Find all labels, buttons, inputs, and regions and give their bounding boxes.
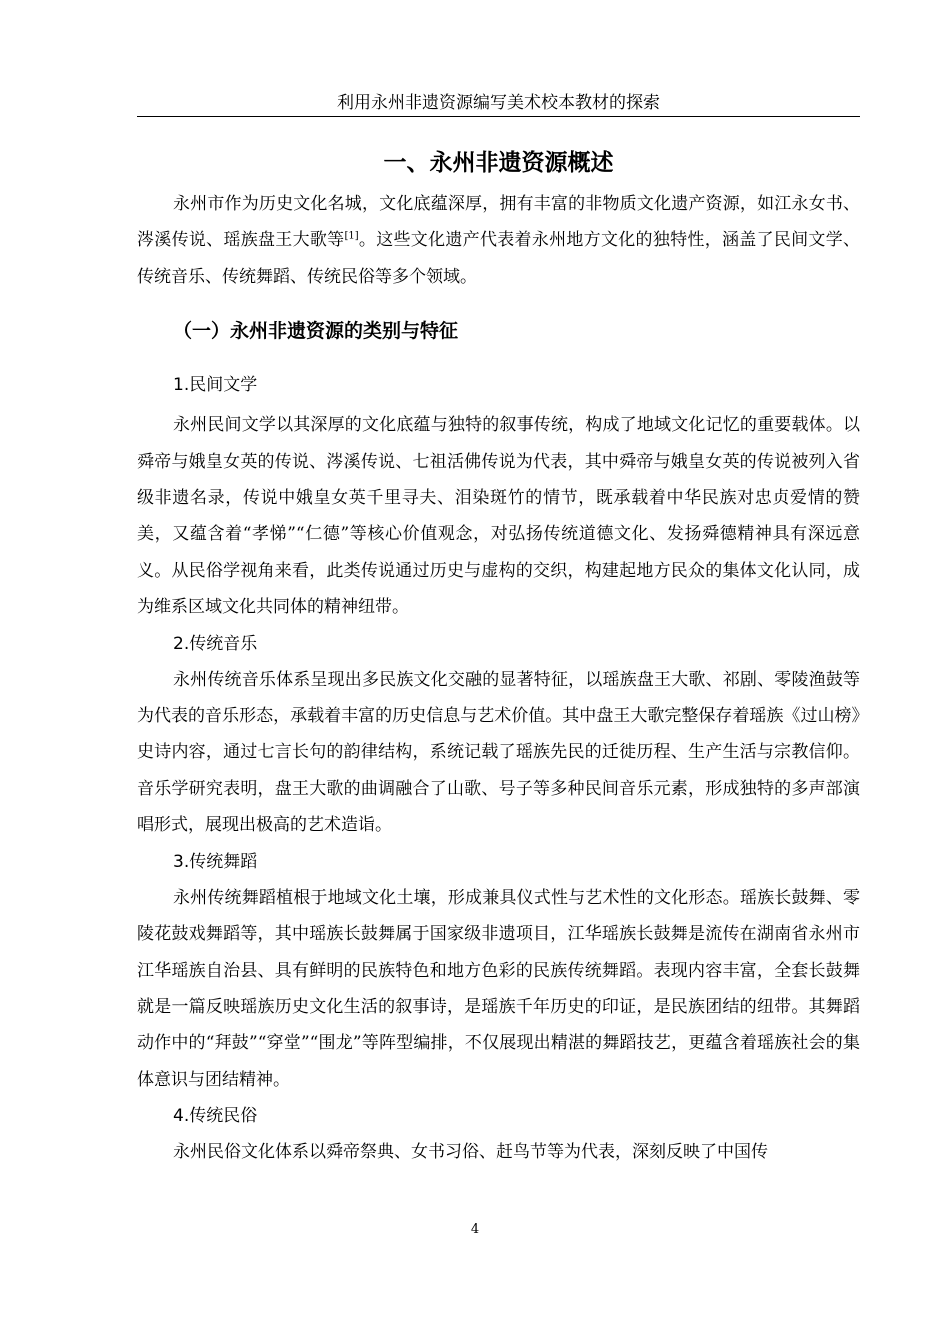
- category-paragraph-traditional-folklore: 永州民俗文化体系以舜帝祭典、女书习俗、赶鸟节等为代表，深刻反映了中国传: [173, 1142, 768, 1163]
- intro-text: 永州市作为历史文化名城，文化底蕴深厚，拥有丰富的非物质文化遗产资源，如江永女书、涔溪传说、瑶族盘王大歌等: [137, 194, 860, 251]
- category-heading-traditional-music: 2.传统音乐: [173, 633, 258, 654]
- category-paragraph-folk-literature: 永州民间文学以其深厚的文化底蕴与独特的叙事传统，构成了地域文化记忆的重要载体。以舜帝与娥皇女英的传说、涔溪传说、七祖活佛传说为代表，其中舜帝与娥皇女英的传说被列入省级非遗名录，传说中娥皇女英千里寻夫、泪染斑竹的情节，既承载着中华民族对忠贞爱情的赞美，又蕴含着“孝悌”“仁德”等核心价值观念，对弘扬传统道德文化、发扬舜德精神具有深远意义。从民俗学视角来看，此类传说通过历史与虚构的交织，构建起地方民众的集体文化认同，成为维系区域文化共同体的精神纽带。: [137, 415, 860, 618]
- header-rule: [137, 116, 860, 117]
- section-intro-paragraph: [137, 186, 860, 295]
- category-paragraph-traditional-music: 永州传统音乐体系呈现出多民族文化交融的显著特征，以瑶族盘王大歌、祁剧、零陵渔鼓等为代表的音乐形态，承载着丰富的历史信息与艺术价值。其中盘王大歌完整保存着瑶族《过山榜》史诗内容，通过七言长句的韵律结构，系统记载了瑶族先民的迁徙历程、生产生活与宗教信仰。音乐学研究表明，盘王大歌的曲调融合了山歌、号子等多种民间音乐元素，形成独特的多声部演唱形式，展现出极高的艺术造诣。: [137, 669, 860, 836]
- intro-text-cont: 。这些文化遗产代表着永州地方文化的独特性，涵盖了民间文学、传统音乐、传统舞蹈、传统民俗等多个领域。: [137, 230, 861, 287]
- subsection-title: （一）永州非遗资源的类别与特征: [173, 320, 459, 343]
- section-title: 一、永州非遗资源概述: [383, 150, 614, 176]
- category-heading-traditional-folklore: 4.传统民俗: [173, 1106, 258, 1127]
- running-header: 利用永州非遗资源编写美术校本教材的探索: [337, 93, 660, 113]
- citation-ref: [1]: [344, 230, 359, 242]
- category-paragraph-traditional-dance: 永州传统舞蹈植根于地域文化土壤，形成兼具仪式性与艺术性的文化形态。瑶族长鼓舞、零陵花鼓戏舞蹈等，其中瑶族长鼓舞属于国家级非遗项目，江华瑶族长鼓舞是流传在湖南省永州市江华瑶族自治县、具有鲜明的民族特色和地方色彩的民族传统舞蹈。表现内容丰富，全套长鼓舞就是一篇反映瑶族历史文化生活的叙事诗，是瑶族千年历史的印证，是民族团结的纽带。其舞蹈动作中的“拜鼓”“穿堂”“围龙”等阵型编排，不仅展现出精湛的舞蹈技艺，更蕴含着瑶族社会的集体意识与团结精神。: [137, 887, 860, 1090]
- category-heading-traditional-dance: 3.传统舞蹈: [173, 851, 258, 872]
- page-content: [137, 140, 860, 1171]
- page-number: 4: [470, 1222, 480, 1237]
- category-heading-folk-literature: 1.民间文学: [173, 375, 258, 396]
